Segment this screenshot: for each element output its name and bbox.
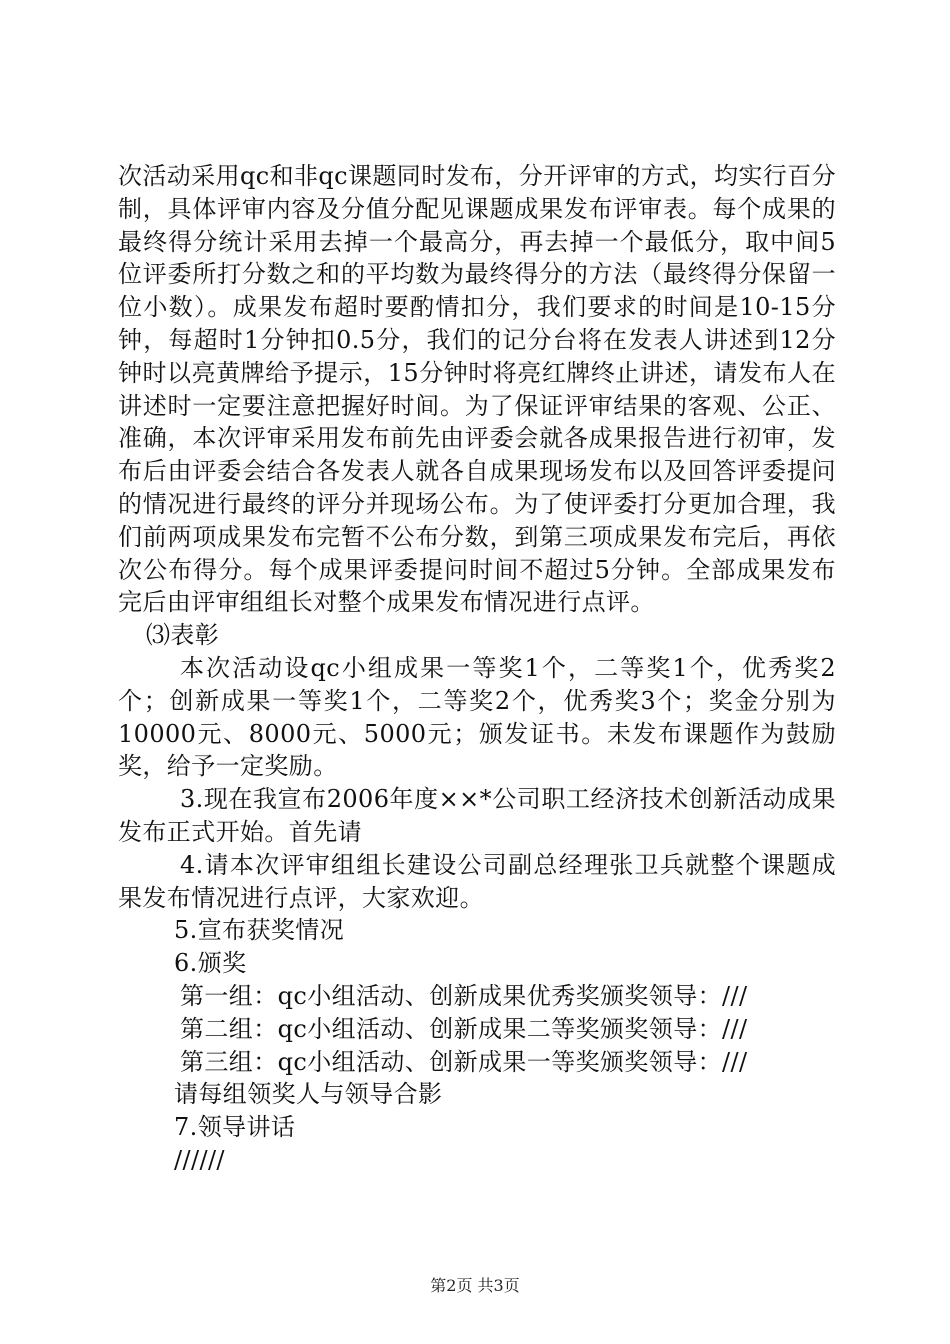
- award-group-3: 第三组：qc小组活动、创新成果一等奖颁奖领导：///: [180, 1047, 748, 1076]
- paragraph-review-method: 次活动采用qc和非qc课题同时发布，分开评审的方式，均实行百分制，具体评审内容及分值分配见课题成果发布评审表。每个成果的最终得分统计采用去掉一个最高分，再去掉一个最低分，取中间5位评委所打分数之和的平均数为最终得分的方法（最终得分保留一位小数）。成果发布超时要酌情扣分，我们要求的时间是10-15分钟，每超时1分钟扣0.5分，我们的记分台将在发表人讲述到12分钟时以亮黄牌给予提示，15分钟时将亮红牌终止讲述，请发布人在讲述时一定要注意把握好时间。为了保证评审结果的客观、公正、准确，本次评审采用发布前先由评委会就各成果报告进行初审，发布后由评委会结合各发表人就各自成果现场发布以及回答评委提问的情况进行最终的评分并现场公布。为了使评委打分更加合理，我们前两项成果发布完暂不公布分数，到第三项成果发布完后，再依次公布得分。每个成果评委提问时间不超过5分钟。全部成果发布完后由评审组组长对整个成果发布情况进行点评。: [118, 162, 837, 617]
- section-heading-awards: ⑶表彰: [146, 621, 220, 650]
- list-item-award-ceremony: 6.颁奖: [174, 949, 247, 978]
- list-item-announce-winners: 5.宣布获奖情况: [174, 916, 345, 945]
- award-group-2: 第二组：qc小组活动、创新成果二等奖颁奖领导：///: [180, 1014, 748, 1043]
- paragraph-announcement: 3.现在我宣布2006年度××*公司职工经济技术创新活动成果发布正式开始。首先请: [118, 785, 836, 846]
- list-item-leader-speech: 7.领导讲话: [174, 1113, 296, 1142]
- award-group-1: 第一组：qc小组活动、创新成果优秀奖颁奖领导：///: [180, 981, 748, 1010]
- paragraph-review-comment: 4.请本次评审组组长建设公司副总经理张卫兵就整个课题成果发布情况进行点评，大家欢迎。: [118, 850, 836, 912]
- paragraph-awards: 本次活动设qc小组成果一等奖1个，二等奖1个，优秀奖2个；创新成果一等奖1个，二等奖2个，优秀奖3个；奖金分别为10000元、8000元、5000元；颁发证书。未发布课题作为鼓励奖，给予一定奖励。: [118, 653, 836, 781]
- page-number-footer: 第2页 共3页: [430, 1276, 520, 1295]
- group-photo-note: 请每组领奖人与领导合影: [174, 1080, 443, 1109]
- ending-marker: //////: [174, 1145, 225, 1174]
- document-body: [118, 160, 836, 1177]
